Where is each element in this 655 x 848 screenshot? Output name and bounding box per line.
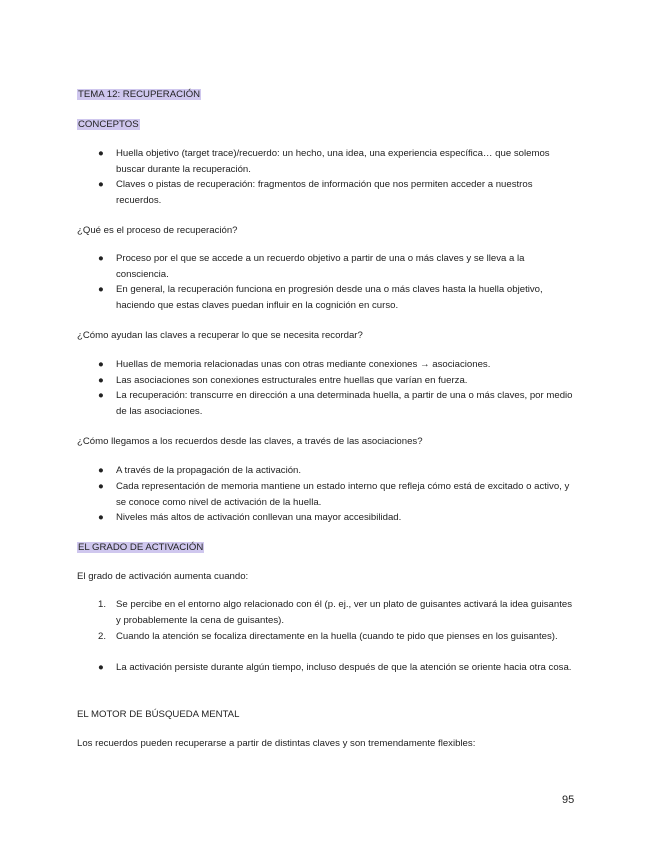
bullet-icon: ● — [98, 284, 104, 295]
list-item: 2. Cuando la atención se focaliza directamente en la huella (cuando te pido que pienses en los guisantes). — [98, 629, 578, 645]
list-item: ● Niveles más altos de activación conllevan una mayor accesibilidad. — [98, 510, 578, 526]
motor-heading: EL MOTOR DE BÚSQUEDA MENTAL — [77, 709, 240, 720]
list-item: ● Huellas de memoria relacionadas unas con otras mediante conexiones → asociaciones. — [98, 357, 578, 373]
list-marker: 2. — [98, 631, 107, 642]
bullet-icon: ● — [98, 662, 104, 673]
page-number: 95 — [562, 794, 575, 806]
question-cues-help: ¿Cómo ayudan las claves a recuperar lo que se necesita recordar? — [77, 330, 363, 341]
motor-intro: Los recuerdos pueden recuperarse a partir de distintas claves y son tremendamente flexibles: — [77, 738, 476, 749]
list-item: ● En general, la recuperación funciona en progresión desde una o más claves hasta la huella objetivo, haciendo que estas claves puedan influir en la cognición en curso. — [98, 284, 543, 311]
list-marker: 1. — [98, 599, 107, 610]
list-item: 1. Se percibe en el entorno algo relacionado con él (p. ej., ver un plato de guisantes activará la idea guisantes y probablemente la cena de guisantes). — [98, 599, 572, 626]
question-reach-memories: ¿Cómo llegamos a los recuerdos desde las claves, a través de las asociaciones? — [77, 436, 423, 447]
bullet-icon: ● — [98, 253, 104, 264]
bullet-icon: ● — [98, 481, 104, 492]
bullet-icon: ● — [98, 512, 104, 523]
list-item: ● Cada representación de memoria mantiene un estado interno que refleja cómo está de excitado o activo, y se conoce como nivel de activación de la huella. — [98, 481, 570, 508]
tema-title: TEMA 12: RECUPERACIÓN — [78, 89, 201, 100]
bullet-icon: ● — [98, 148, 104, 159]
list-item: ● A través de la propagación de la activación. — [98, 463, 578, 479]
question-retrieval-process: ¿Qué es el proceso de recuperación? — [77, 225, 238, 236]
list-item: ● Proceso por el que se accede a un recuerdo objetivo a partir de una o más claves y se lleva a la consciencia. — [98, 253, 525, 280]
bullet-icon: ● — [98, 465, 104, 476]
bullet-icon: ● — [98, 375, 104, 386]
conceptos-heading: CONCEPTOS — [78, 119, 139, 130]
list-item: ● Huella objetivo (target trace)/recuerdo: un hecho, una idea, una experiencia específica… que solemos buscar durante la recuperación. — [98, 148, 550, 175]
list-item: ● La activación persiste durante algún tiempo, incluso después de que la atención se oriente hacia otra cosa. — [98, 660, 578, 676]
grado-intro: El grado de activación aumenta cuando: — [77, 571, 249, 582]
grado-heading: EL GRADO DE ACTIVACIÓN — [78, 542, 204, 553]
bullet-icon: ● — [98, 359, 104, 370]
list-item: ● Claves o pistas de recuperación: fragmentos de información que nos permiten acceder a nuestros recuerdos. — [98, 179, 533, 206]
bullet-icon: ● — [98, 390, 104, 401]
list-item: ● Las asociaciones son conexiones estructurales entre huellas que varían en fuerza. — [98, 373, 578, 389]
bullet-icon: ● — [98, 179, 104, 190]
list-item: ● La recuperación: transcurre en dirección a una determinada huella, a partir de una o más claves, por medio de las asociaciones. — [98, 390, 573, 417]
